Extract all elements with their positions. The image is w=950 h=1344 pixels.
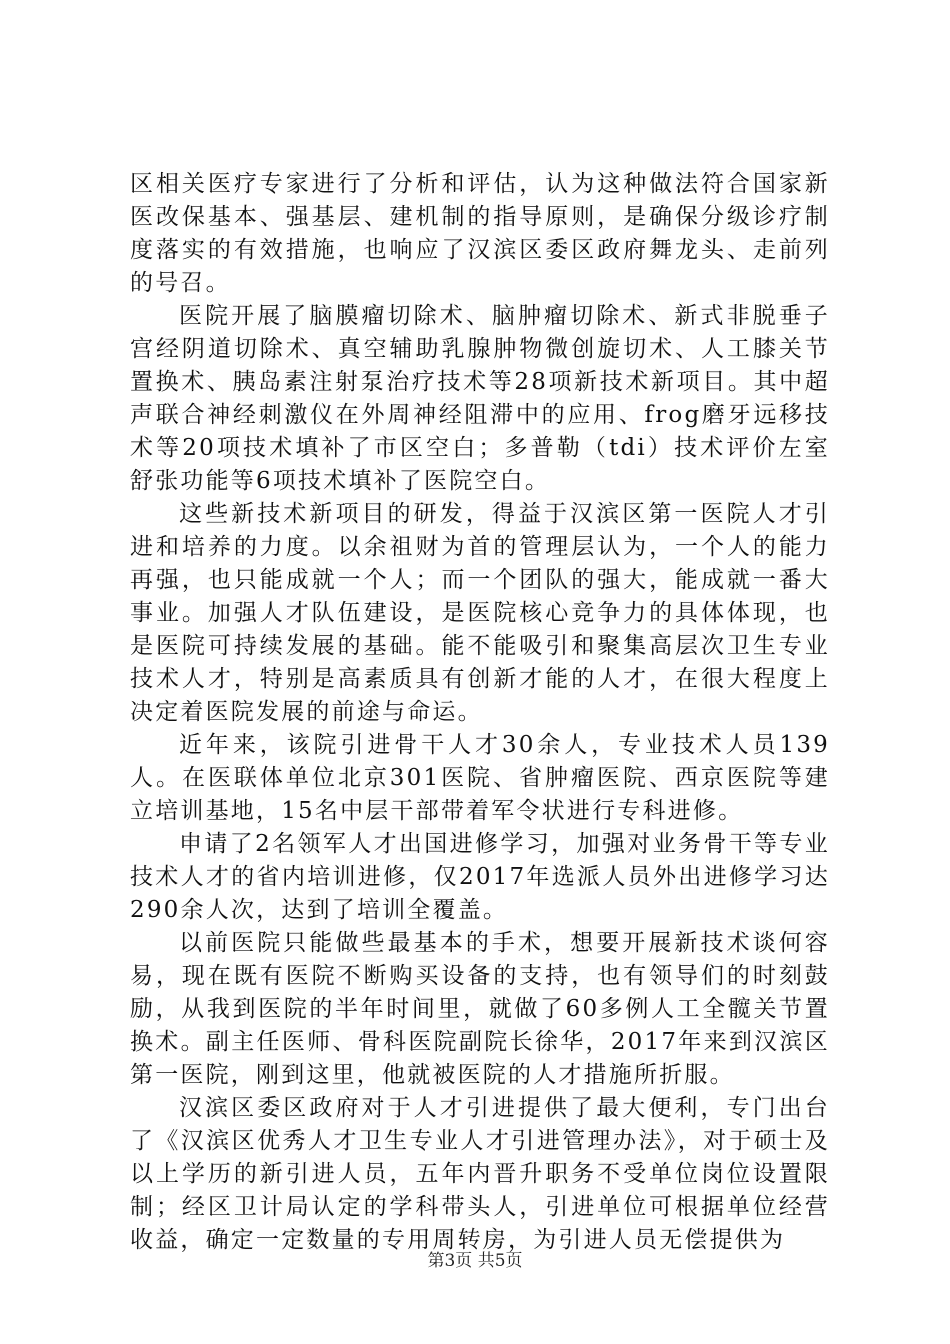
page-footer: 第3页 共5页 — [427, 1251, 523, 1271]
paragraph-6: 以前医院只能做些最基本的手术，想要开展新技术谈何容易，现在既有医院不断购买设备的支持，也有领导们的时刻鼓励，从我到医院的半年时间里，就做了60多例人工全髋关节置换术。副主任医师、骨科医院副院长徐华，2017年来到汉滨区第一医院，刚到这里，他就被医院的人才措施所折服。 — [130, 930, 830, 1088]
paragraph-7: 汉滨区委区政府对于人才引进提供了最大便利，专门出台了《汉滨区优秀人才卫生专业人才引进管理办法》，对于硕士及以上学历的新引进人员，五年内晋升职务不受单位岗位设置限制；经区卫计局认定的学科带头人，引进单位可根据单位经营收益，确定一定数量的专用周转房，为引进人员无偿提供为 — [130, 1095, 830, 1253]
paragraph-5: 申请了2名领军人才出国进修学习，加强对业务骨干等专业技术人才的省内培训进修，仅2017年选派人员外出进修学习达290余人次，达到了培训全覆盖。 — [130, 831, 830, 923]
paragraph-2: 医院开展了脑膜瘤切除术、脑肿瘤切除术、新式非脱垂子宫经阴道切除术、真空辅助乳腺肿物微创旋切术、人工膝关节置换术、胰岛素注射泵治疗技术等28项新技术新项目。其中超声联合神经刺激仪在外周神经阻滞中的应用、frog磨牙远移技术等20项技术填补了市区空白；多普勒（tdi）技术评价左室舒张功能等6项技术填补了医院空白。 — [130, 303, 830, 494]
paragraph-3: 这些新技术新项目的研发，得益于汉滨区第一医院人才引进和培养的力度。以余祖财为首的管理层认为，一个人的能力再强，也只能成就一个人；而一个团队的强大，能成就一番大事业。加强人才队伍建设，是医院核心竞争力的具体体现，也是医院可持续发展的基础。能不能吸引和聚集高层次卫生专业技术人才，特别是高素质具有创新才能的人才，在很大程度上决定着医院发展的前途与命运。 — [130, 501, 830, 725]
document-body — [130, 168, 830, 1257]
paragraph-1: 区相关医疗专家进行了分析和评估，认为这种做法符合国家新医改保基本、强基层、建机制的指导原则，是确保分级诊疗制度落实的有效措施，也响应了汉滨区委区政府舞龙头、走前列的号召。 — [130, 171, 830, 296]
paragraph-4: 近年来，该院引进骨干人才30余人，专业技术人员139人。在医联体单位北京301医院、省肿瘤医院、西京医院等建立培训基地，15名中层干部带着军令状进行专科进修。 — [130, 732, 830, 824]
